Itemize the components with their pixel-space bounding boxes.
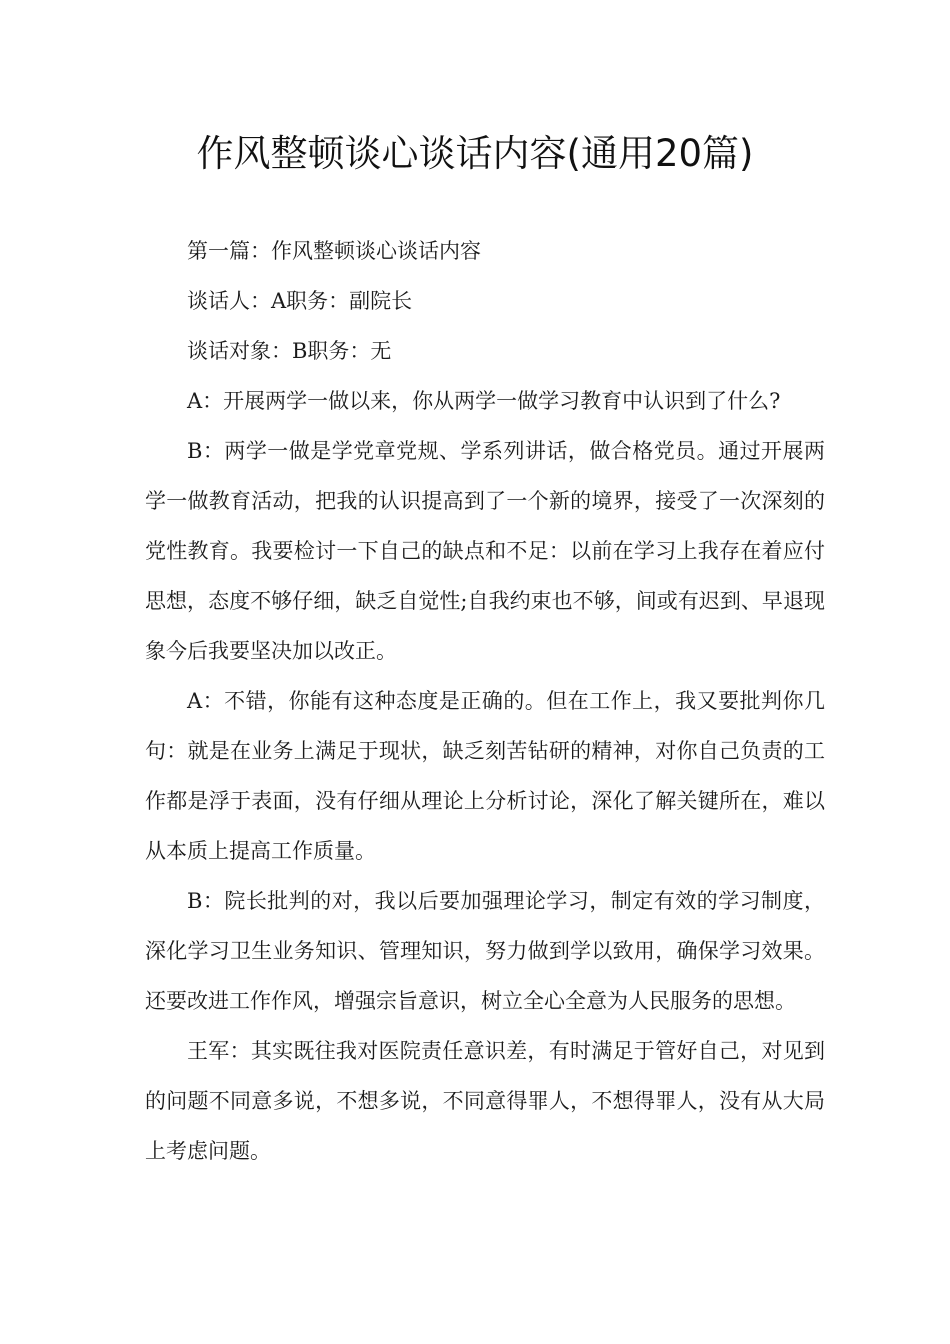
paragraph-response-b: B：院长批判的对，我以后要加强理论学习，制定有效的学习制度，深化学习卫生业务知识、管理知识，努力做到学以致用，确保学习效果。还要改进工作作风，增强宗旨意识，树立全心全意为人民服务的思想。: [145, 889, 825, 1013]
paragraph-question-a: A：开展两学一做以来，你从两学一做学习教育中认识到了什么?: [187, 389, 781, 413]
paragraph-speaker: 谈话人：A职务：副院长: [187, 289, 413, 313]
paragraph-answer-b: B：两学一做是学党章党规、学系列讲话，做合格党员。通过开展两学一做教育活动，把我的认识提高到了一个新的境界，接受了一次深刻的党性教育。我要检讨一下自己的缺点和不足：以前在学习上我存在着应付思想，态度不够仔细，缺乏自觉性;自我约束也不够，间或有迟到、早退现象今后我要坚决加以改正。: [145, 439, 825, 663]
paragraph-wangjun: 王军：其实既往我对医院责任意识差，有时满足于管好自己，对见到的问题不同意多说，不想多说，不同意得罪人，不想得罪人，没有从大局上考虑问题。: [145, 1039, 825, 1163]
document-body: [145, 226, 825, 1176]
paragraph-heading: 第一篇：作风整顿谈心谈话内容: [187, 239, 481, 263]
paragraph-interviewee: 谈话对象：B职务：无: [187, 339, 392, 363]
document-title: 作风整顿谈心谈话内容(通用20篇): [196, 132, 754, 175]
paragraph-critique-a: A：不错，你能有这种态度是正确的。但在工作上，我又要批判你几句：就是在业务上满足于现状，缺乏刻苦钻研的精神，对你自己负责的工作都是浮于表面，没有仔细从理论上分析讨论，深化了解关键所在，难以从本质上提高工作质量。: [145, 689, 825, 863]
